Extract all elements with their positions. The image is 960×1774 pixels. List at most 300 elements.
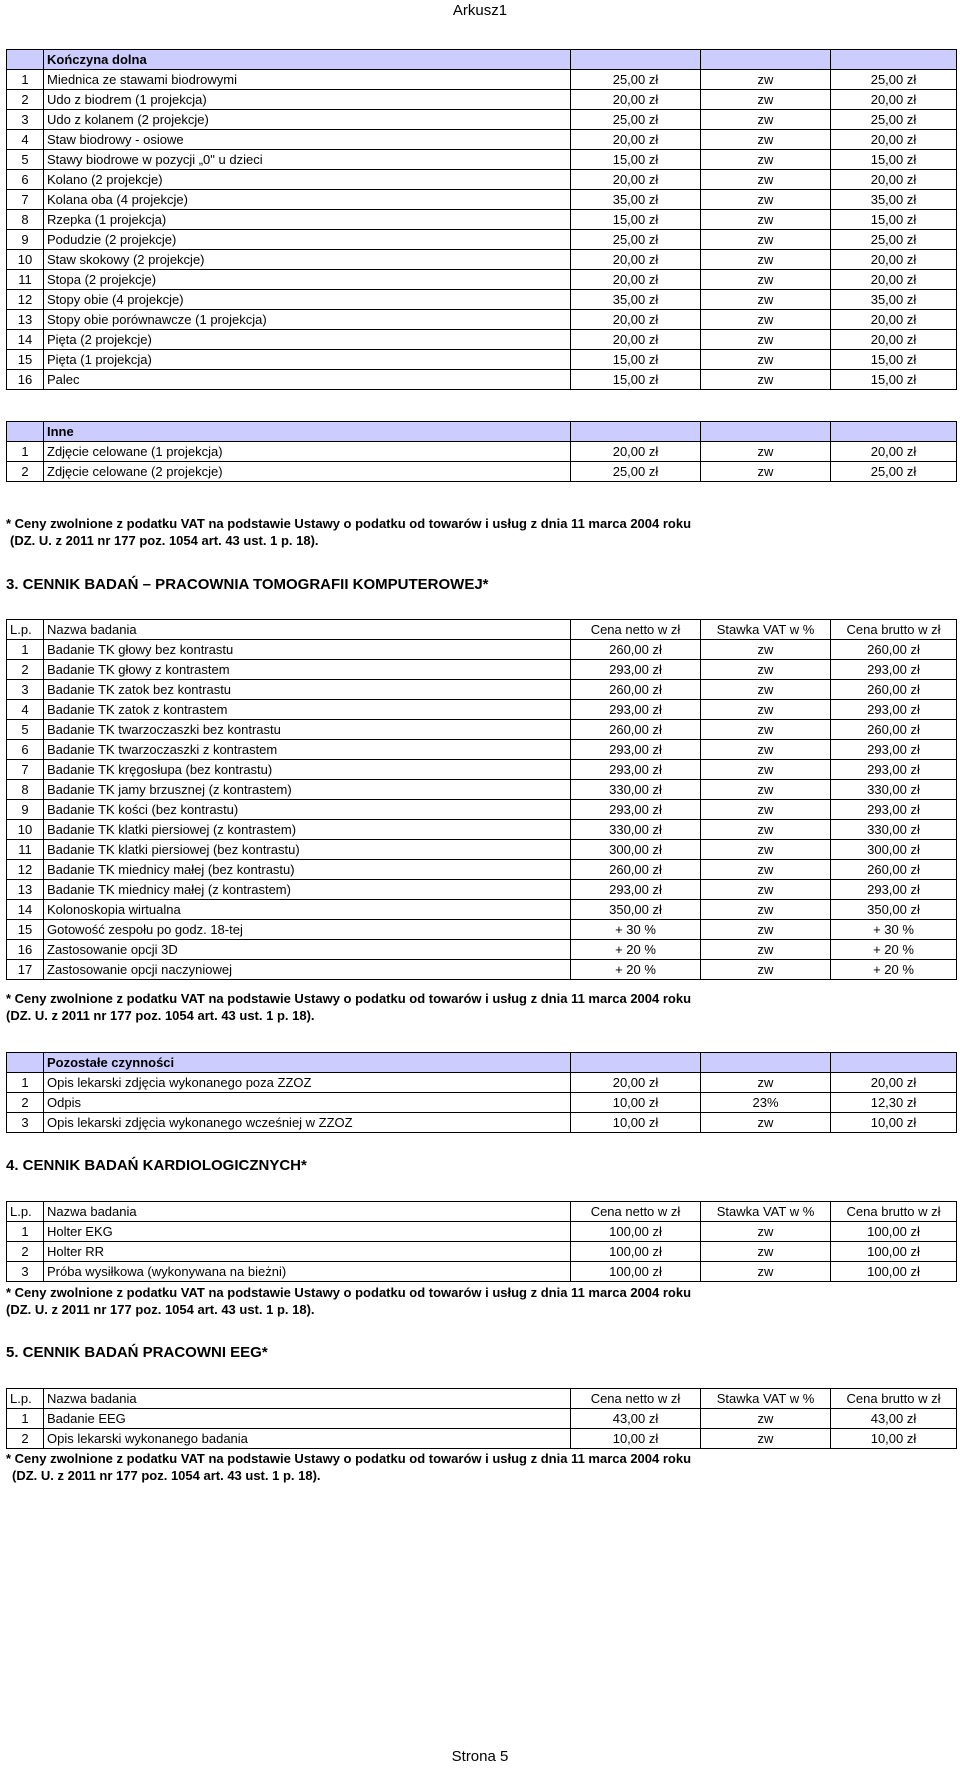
header-blank-cell: [701, 422, 831, 442]
vat-note-line1: * Ceny zwolnione z podatku VAT na podstawie Ustawy o podatku od towarów i usług z dnia 11 marca 2004 roku: [6, 991, 692, 1006]
table-row: [7, 1222, 957, 1242]
net-price: 100,00 zł: [571, 1242, 701, 1262]
item-name: Stawy biodrowe w pozycji „0" u dzieci: [44, 150, 571, 170]
net-price: 330,00 zł: [571, 780, 701, 800]
table-row: [7, 860, 957, 880]
net-price: 293,00 zł: [571, 800, 701, 820]
net-price: 293,00 zł: [571, 740, 701, 760]
row-number: 4: [7, 130, 44, 150]
gross-price: 25,00 zł: [831, 70, 957, 90]
header-blank-cell: [831, 422, 957, 442]
gross-price: + 30 %: [831, 920, 957, 940]
row-number: 5: [7, 150, 44, 170]
gross-price: 300,00 zł: [831, 840, 957, 860]
row-number: 2: [7, 1242, 44, 1262]
gross-price: 20,00 zł: [831, 270, 957, 290]
row-number: 2: [7, 1093, 44, 1113]
table-row: [7, 1073, 957, 1093]
row-number: 2: [7, 660, 44, 680]
item-name: Badanie TK jamy brzusznej (z kontrastem): [44, 780, 571, 800]
pozostale-table: [6, 1052, 957, 1133]
gross-price: 20,00 zł: [831, 90, 957, 110]
gross-price: 260,00 zł: [831, 720, 957, 740]
net-price: 10,00 zł: [571, 1093, 701, 1113]
item-name: Badanie TK miednicy małej (bez kontrastu): [44, 860, 571, 880]
vat-rate: zw: [701, 1073, 831, 1093]
table-row: [7, 700, 957, 720]
table-row: [7, 820, 957, 840]
vat-rate: zw: [701, 1113, 831, 1133]
vat-rate: zw: [701, 720, 831, 740]
vat-rate: zw: [701, 130, 831, 150]
row-number: 10: [7, 820, 44, 840]
table-row: [7, 210, 957, 230]
gross-price: 260,00 zł: [831, 640, 957, 660]
row-number: 7: [7, 190, 44, 210]
row-number: 9: [7, 230, 44, 250]
item-name: Pięta (1 projekcja): [44, 350, 571, 370]
table-row: [7, 70, 957, 90]
vat-rate: zw: [701, 1242, 831, 1262]
net-price: 20,00 zł: [571, 442, 701, 462]
net-price: 15,00 zł: [571, 210, 701, 230]
table-header-row: [7, 1053, 957, 1073]
table-row: [7, 350, 957, 370]
vat-rate: zw: [701, 190, 831, 210]
vat-note-line1: * Ceny zwolnione z podatku VAT na podstawie Ustawy o podatku od towarów i usług z dnia 11 marca 2004 roku: [6, 1285, 692, 1300]
gross-price: 35,00 zł: [831, 290, 957, 310]
vat-rate: zw: [701, 290, 831, 310]
gross-price: 10,00 zł: [831, 1429, 957, 1449]
item-name: Badanie TK klatki piersiowej (z kontrastem): [44, 820, 571, 840]
gross-price: 293,00 zł: [831, 660, 957, 680]
vat-rate: zw: [701, 880, 831, 900]
vat-rate: zw: [701, 210, 831, 230]
vat-rate: zw: [701, 740, 831, 760]
net-price: 20,00 zł: [571, 170, 701, 190]
item-name: Opis lekarski zdjęcia wykonanego poza ZZOZ: [44, 1073, 571, 1093]
kardio-table: [6, 1201, 957, 1282]
gross-price: + 20 %: [831, 960, 957, 980]
net-price: 10,00 zł: [571, 1113, 701, 1133]
table-row: [7, 800, 957, 820]
vat-note-line2: (DZ. U. z 2011 nr 177 poz. 1054 art. 43 ust. 1 p. 18).: [6, 1302, 315, 1317]
net-price: 260,00 zł: [571, 640, 701, 660]
vat-rate: zw: [701, 1222, 831, 1242]
item-name: Udo z kolanem (2 projekcje): [44, 110, 571, 130]
table-row: [7, 720, 957, 740]
table-row: [7, 1113, 957, 1133]
table-row: [7, 640, 957, 660]
col-header-brut: Cena brutto w zł: [831, 1202, 957, 1222]
table-row: [7, 1262, 957, 1282]
table-row: [7, 940, 957, 960]
row-number: 5: [7, 720, 44, 740]
vat-rate: zw: [701, 150, 831, 170]
row-number: 8: [7, 210, 44, 230]
eeg-table: [6, 1388, 957, 1449]
vat-rate: zw: [701, 900, 831, 920]
net-price: 100,00 zł: [571, 1222, 701, 1242]
item-name: Kolonoskopia wirtualna: [44, 900, 571, 920]
item-name: Kolana oba (4 projekcje): [44, 190, 571, 210]
section-title-kardio: 4. CENNIK BADAŃ KARDIOLOGICZNYCH*: [6, 1157, 307, 1174]
item-name: Zdjęcie celowane (2 projekcje): [44, 462, 571, 482]
gross-price: 20,00 zł: [831, 250, 957, 270]
row-number: 2: [7, 462, 44, 482]
table-row: [7, 900, 957, 920]
column-header-row: [7, 620, 957, 640]
tk-table: [6, 619, 957, 980]
vat-rate: zw: [701, 1262, 831, 1282]
header-blank-cell: [7, 1053, 44, 1073]
vat-rate: zw: [701, 820, 831, 840]
section-title-tk: 3. CENNIK BADAŃ – PRACOWNIA TOMOGRAFII KOMPUTEROWEJ*: [6, 576, 489, 593]
vat-note-line1: * Ceny zwolnione z podatku VAT na podstawie Ustawy o podatku od towarów i usług z dnia 11 marca 2004 roku: [6, 1451, 692, 1466]
net-price: + 20 %: [571, 940, 701, 960]
header-blank-cell: [571, 50, 701, 70]
item-name: Badanie TK głowy z kontrastem: [44, 660, 571, 680]
gross-price: 20,00 zł: [831, 130, 957, 150]
gross-price: 293,00 zł: [831, 800, 957, 820]
table-row: [7, 290, 957, 310]
gross-price: 293,00 zł: [831, 740, 957, 760]
gross-price: 293,00 zł: [831, 700, 957, 720]
item-name: Holter EKG: [44, 1222, 571, 1242]
vat-note-2: [6, 990, 691, 1024]
row-number: 13: [7, 310, 44, 330]
gross-price: 15,00 zł: [831, 150, 957, 170]
section-header: Kończyna dolna: [44, 50, 571, 70]
row-number: 16: [7, 940, 44, 960]
vat-rate: zw: [701, 250, 831, 270]
gross-price: 15,00 zł: [831, 210, 957, 230]
vat-rate: 23%: [701, 1093, 831, 1113]
table-row: [7, 1409, 957, 1429]
vat-note-line2: (DZ. U. z 2011 nr 177 poz. 1054 art. 43 ust. 1 p. 18).: [10, 533, 319, 548]
vat-rate: zw: [701, 1409, 831, 1429]
item-name: Próba wysiłkowa (wykonywana na bieżni): [44, 1262, 571, 1282]
gross-price: 15,00 zł: [831, 350, 957, 370]
table-row: [7, 190, 957, 210]
item-name: Staw skokowy (2 projekcje): [44, 250, 571, 270]
gross-price: 25,00 zł: [831, 462, 957, 482]
col-header-vat: Stawka VAT w %: [701, 1202, 831, 1222]
item-name: Stopy obie (4 projekcje): [44, 290, 571, 310]
vat-rate: zw: [701, 640, 831, 660]
row-number: 14: [7, 330, 44, 350]
gross-price: 43,00 zł: [831, 1409, 957, 1429]
item-name: Badanie TK miednicy małej (z kontrastem): [44, 880, 571, 900]
vat-rate: zw: [701, 110, 831, 130]
net-price: 20,00 zł: [571, 1073, 701, 1093]
net-price: 293,00 zł: [571, 700, 701, 720]
net-price: 43,00 zł: [571, 1409, 701, 1429]
table-row: [7, 760, 957, 780]
net-price: 20,00 zł: [571, 310, 701, 330]
table-header-row: [7, 50, 957, 70]
item-name: Opis lekarski wykonanego badania: [44, 1429, 571, 1449]
header-blank-cell: [701, 1053, 831, 1073]
table-row: [7, 250, 957, 270]
vat-rate: zw: [701, 230, 831, 250]
gross-price: 293,00 zł: [831, 880, 957, 900]
net-price: 350,00 zł: [571, 900, 701, 920]
table-row: [7, 740, 957, 760]
col-header-net: Cena netto w zł: [571, 1389, 701, 1409]
vat-rate: zw: [701, 860, 831, 880]
row-number: 1: [7, 640, 44, 660]
header-blank-cell: [831, 1053, 957, 1073]
col-header-lp: L.p.: [7, 1389, 44, 1409]
net-price: 293,00 zł: [571, 660, 701, 680]
row-number: 12: [7, 290, 44, 310]
row-number: 13: [7, 880, 44, 900]
gross-price: 330,00 zł: [831, 820, 957, 840]
item-name: Badanie TK klatki piersiowej (bez kontrastu): [44, 840, 571, 860]
row-number: 3: [7, 1113, 44, 1133]
table-row: [7, 1242, 957, 1262]
col-header-brut: Cena brutto w zł: [831, 1389, 957, 1409]
inne-table: [6, 421, 957, 482]
gross-price: 350,00 zł: [831, 900, 957, 920]
vat-note-line2: (DZ. U. z 2011 nr 177 poz. 1054 art. 43 ust. 1 p. 18).: [12, 1468, 321, 1483]
net-price: 15,00 zł: [571, 150, 701, 170]
row-number: 4: [7, 700, 44, 720]
table-row: [7, 462, 957, 482]
item-name: Badanie TK kręgosłupa (bez kontrastu): [44, 760, 571, 780]
row-number: 11: [7, 270, 44, 290]
vat-rate: zw: [701, 90, 831, 110]
net-price: 20,00 zł: [571, 330, 701, 350]
vat-note-3: [6, 1284, 691, 1318]
item-name: Badanie EEG: [44, 1409, 571, 1429]
konczyna-dolna-table: [6, 49, 957, 390]
header-blank-cell: [571, 422, 701, 442]
row-number: 1: [7, 1222, 44, 1242]
table-row: [7, 230, 957, 250]
net-price: 300,00 zł: [571, 840, 701, 860]
item-name: Stopa (2 projekcje): [44, 270, 571, 290]
col-header-brut: Cena brutto w zł: [831, 620, 957, 640]
table-row: [7, 840, 957, 860]
page-footer: Strona 5: [451, 1748, 509, 1765]
table-row: [7, 680, 957, 700]
row-number: 15: [7, 920, 44, 940]
gross-price: 35,00 zł: [831, 190, 957, 210]
gross-price: 20,00 zł: [831, 330, 957, 350]
gross-price: 260,00 zł: [831, 680, 957, 700]
col-header-name: Nazwa badania: [44, 1202, 571, 1222]
row-number: 8: [7, 780, 44, 800]
gross-price: 10,00 zł: [831, 1113, 957, 1133]
item-name: Gotowość zespołu po godz. 18-tej: [44, 920, 571, 940]
row-number: 3: [7, 1262, 44, 1282]
net-price: + 20 %: [571, 960, 701, 980]
table-row: [7, 130, 957, 150]
vat-rate: zw: [701, 920, 831, 940]
row-number: 11: [7, 840, 44, 860]
row-number: 9: [7, 800, 44, 820]
gross-price: 20,00 zł: [831, 170, 957, 190]
row-number: 6: [7, 740, 44, 760]
row-number: 2: [7, 90, 44, 110]
net-price: 293,00 zł: [571, 880, 701, 900]
table-row: [7, 150, 957, 170]
vat-rate: zw: [701, 310, 831, 330]
vat-rate: zw: [701, 462, 831, 482]
net-price: 100,00 zł: [571, 1262, 701, 1282]
item-name: Badanie TK głowy bez kontrastu: [44, 640, 571, 660]
row-number: 3: [7, 680, 44, 700]
vat-rate: zw: [701, 442, 831, 462]
item-name: Rzepka (1 projekcja): [44, 210, 571, 230]
table-header-row: [7, 422, 957, 442]
gross-price: 100,00 zł: [831, 1262, 957, 1282]
vat-rate: zw: [701, 350, 831, 370]
table-row: [7, 780, 957, 800]
gross-price: 20,00 zł: [831, 1073, 957, 1093]
net-price: 35,00 zł: [571, 190, 701, 210]
vat-rate: zw: [701, 70, 831, 90]
table-row: [7, 270, 957, 290]
gross-price: 15,00 zł: [831, 370, 957, 390]
item-name: Badanie TK twarzoczaszki z kontrastem: [44, 740, 571, 760]
row-number: 1: [7, 1073, 44, 1093]
item-name: Badanie TK zatok bez kontrastu: [44, 680, 571, 700]
vat-rate: zw: [701, 270, 831, 290]
vat-note-line1: * Ceny zwolnione z podatku VAT na podstawie Ustawy o podatku od towarów i usług z dnia 11 marca 2004 roku: [6, 516, 692, 531]
vat-rate: zw: [701, 960, 831, 980]
header-blank-cell: [7, 50, 44, 70]
item-name: Holter RR: [44, 1242, 571, 1262]
net-price: 25,00 zł: [571, 70, 701, 90]
vat-rate: zw: [701, 330, 831, 350]
vat-note-1: [6, 515, 691, 549]
header-blank-cell: [571, 1053, 701, 1073]
net-price: 25,00 zł: [571, 462, 701, 482]
row-number: 1: [7, 1409, 44, 1429]
net-price: 293,00 zł: [571, 760, 701, 780]
column-header-row: [7, 1389, 957, 1409]
gross-price: 100,00 zł: [831, 1222, 957, 1242]
net-price: 10,00 zł: [571, 1429, 701, 1449]
vat-rate: zw: [701, 840, 831, 860]
table-row: [7, 90, 957, 110]
net-price: 35,00 zł: [571, 290, 701, 310]
row-number: 2: [7, 1429, 44, 1449]
section-title-eeg: 5. CENNIK BADAŃ PRACOWNI EEG*: [6, 1344, 268, 1361]
row-number: 1: [7, 70, 44, 90]
vat-rate: zw: [701, 370, 831, 390]
vat-rate: zw: [701, 760, 831, 780]
table-row: [7, 660, 957, 680]
col-header-name: Nazwa badania: [44, 1389, 571, 1409]
vat-note-4: [6, 1450, 691, 1484]
gross-price: 260,00 zł: [831, 860, 957, 880]
vat-rate: zw: [701, 940, 831, 960]
row-number: 17: [7, 960, 44, 980]
vat-rate: zw: [701, 170, 831, 190]
gross-price: 12,30 zł: [831, 1093, 957, 1113]
table-row: [7, 370, 957, 390]
gross-price: 20,00 zł: [831, 442, 957, 462]
net-price: 25,00 zł: [571, 110, 701, 130]
vat-rate: zw: [701, 660, 831, 680]
item-name: Palec: [44, 370, 571, 390]
table-row: [7, 110, 957, 130]
item-name: Zdjęcie celowane (1 projekcja): [44, 442, 571, 462]
net-price: 330,00 zł: [571, 820, 701, 840]
net-price: 15,00 zł: [571, 370, 701, 390]
gross-price: 100,00 zł: [831, 1242, 957, 1262]
row-number: 6: [7, 170, 44, 190]
row-number: 7: [7, 760, 44, 780]
column-header-row: [7, 1202, 957, 1222]
row-number: 3: [7, 110, 44, 130]
col-header-lp: L.p.: [7, 620, 44, 640]
net-price: 20,00 zł: [571, 130, 701, 150]
vat-rate: zw: [701, 1429, 831, 1449]
item-name: Badanie TK twarzoczaszki bez kontrastu: [44, 720, 571, 740]
gross-price: 25,00 zł: [831, 230, 957, 250]
row-number: 10: [7, 250, 44, 270]
net-price: 25,00 zł: [571, 230, 701, 250]
net-price: 260,00 zł: [571, 680, 701, 700]
item-name: Odpis: [44, 1093, 571, 1113]
net-price: 15,00 zł: [571, 350, 701, 370]
gross-price: + 20 %: [831, 940, 957, 960]
row-number: 16: [7, 370, 44, 390]
table-row: [7, 442, 957, 462]
vat-rate: zw: [701, 800, 831, 820]
header-blank-cell: [7, 422, 44, 442]
item-name: Badanie TK kości (bez kontrastu): [44, 800, 571, 820]
col-header-lp: L.p.: [7, 1202, 44, 1222]
item-name: Zastosowanie opcji naczyniowej: [44, 960, 571, 980]
vat-note-line2: (DZ. U. z 2011 nr 177 poz. 1054 art. 43 ust. 1 p. 18).: [6, 1008, 315, 1023]
sheet-title: Arkusz1: [452, 2, 508, 19]
section-header: Inne: [44, 422, 571, 442]
row-number: 14: [7, 900, 44, 920]
header-blank-cell: [831, 50, 957, 70]
item-name: Zastosowanie opcji 3D: [44, 940, 571, 960]
item-name: Kolano (2 projekcje): [44, 170, 571, 190]
table-row: [7, 1429, 957, 1449]
vat-rate: zw: [701, 700, 831, 720]
net-price: 20,00 zł: [571, 250, 701, 270]
table-row: [7, 880, 957, 900]
table-row: [7, 330, 957, 350]
item-name: Miednica ze stawami biodrowymi: [44, 70, 571, 90]
table-row: [7, 920, 957, 940]
table-row: [7, 960, 957, 980]
item-name: Badanie TK zatok z kontrastem: [44, 700, 571, 720]
net-price: 260,00 zł: [571, 720, 701, 740]
col-header-net: Cena netto w zł: [571, 620, 701, 640]
item-name: Stopy obie porównawcze (1 projekcja): [44, 310, 571, 330]
item-name: Udo z biodrem (1 projekcja): [44, 90, 571, 110]
net-price: + 30 %: [571, 920, 701, 940]
gross-price: 20,00 zł: [831, 310, 957, 330]
table-row: [7, 170, 957, 190]
gross-price: 330,00 zł: [831, 780, 957, 800]
item-name: Opis lekarski zdjęcia wykonanego wcześniej w ZZOZ: [44, 1113, 571, 1133]
row-number: 1: [7, 442, 44, 462]
net-price: 20,00 zł: [571, 90, 701, 110]
item-name: Podudzie (2 projekcje): [44, 230, 571, 250]
item-name: Pięta (2 projekcje): [44, 330, 571, 350]
